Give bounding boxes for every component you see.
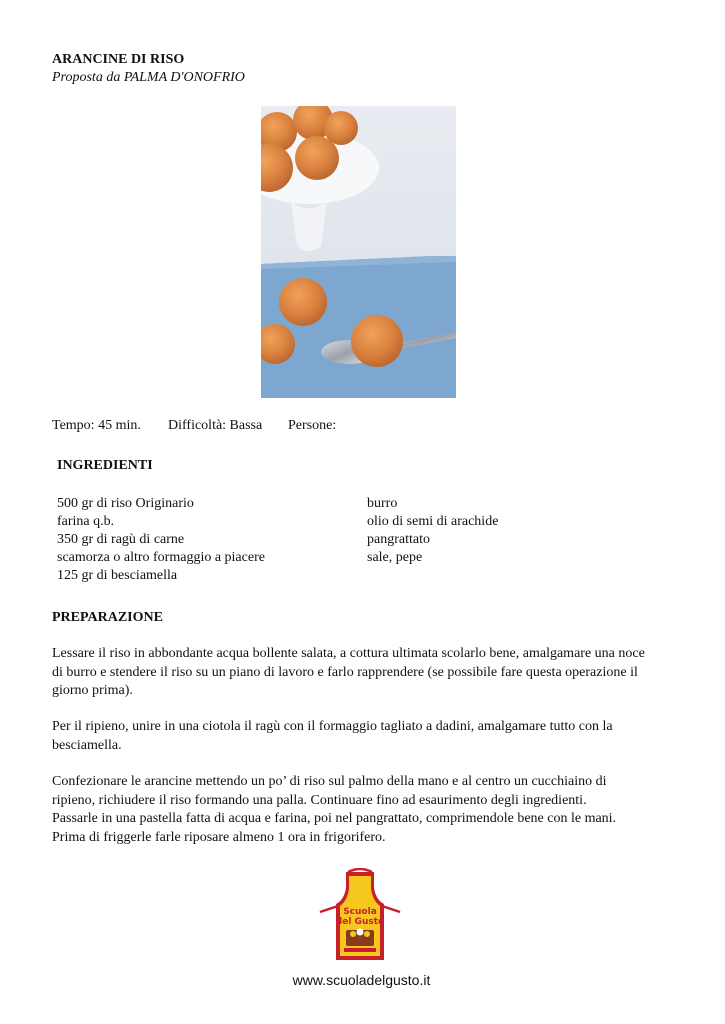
paragraph-line: di burro e stendere il riso su un piano di lavoro e farlo rapprendere (se possibile fare questa operazione il: [52, 664, 638, 680]
paragraph-line: Per il ripieno, unire in una ciotola il ragù con il formaggio tagliato a dadini, amalgamare tutto con la: [52, 719, 613, 734]
website-text[interactable]: www.scuoladelgusto.it: [292, 972, 431, 988]
logo-text-line1: Scuola: [343, 907, 377, 917]
scuola-del-gusto-logo: [318, 868, 402, 964]
ingredients-list-left: [57, 495, 265, 585]
logo-text-line2: del Gusto: [335, 917, 385, 927]
ingredient-item: burro: [367, 496, 398, 511]
preparation-paragraph-3: [52, 773, 677, 847]
website-link[interactable]: [0, 972, 725, 988]
ingredient-item: farina q.b.: [57, 514, 115, 529]
ingredient-item: olio di semi di arachide: [367, 514, 499, 529]
servings: Persone:: [288, 418, 337, 433]
ingredient-item: sale, pepe: [367, 550, 423, 565]
ingredient-item: scamorza o altro formaggio a piacere: [57, 550, 265, 565]
ingredients-list-right: [367, 495, 498, 567]
ingredient-item: pangrattato: [367, 532, 430, 547]
paragraph-line: besciamella.: [52, 737, 122, 753]
paragraph-line: Prima di friggerle farle riposare almeno 1 ora in frigorifero.: [52, 829, 386, 845]
ingredient-item: 125 gr di besciamella: [57, 568, 178, 583]
paragraph-line: ripieno, richiudere il riso formando una palla. Continuare fino ad esaurimento degli ingredienti.: [52, 792, 587, 808]
preparation-paragraph-1: [52, 645, 677, 701]
ingredients-heading: INGREDIENTI: [57, 458, 153, 473]
recipe-title: ARANCINE DI RISO: [52, 52, 185, 67]
preparation-heading: PREPARAZIONE: [52, 610, 163, 625]
recipe-author: Proposta da PALMA D'ONOFRIO: [52, 70, 245, 85]
paragraph-line: Confezionare le arancine mettendo un po’ di riso sul palmo della mano e al centro un cucchiaino di: [52, 774, 607, 789]
ingredient-item: 500 gr di riso Originario: [57, 496, 194, 511]
paragraph-line: giorno prima).: [52, 683, 133, 698]
paragraph-line: Lessare il riso in abbondante acqua bollente salata, a cottura ultimata scolarlo bene, amalgamare una noce: [52, 646, 645, 661]
paragraph-line: Passarle in una pastella fatta di acqua e farina, poi nel pangrattato, comprimendole bene con le mani.: [52, 811, 617, 826]
recipe-photo: [261, 106, 456, 398]
preparation-paragraph-2: [52, 718, 677, 755]
ingredient-item: 350 gr di ragù di carne: [57, 532, 185, 547]
difficulty: Difficoltà: Bassa: [168, 418, 263, 433]
prep-time: Tempo: 45 min.: [52, 418, 141, 433]
